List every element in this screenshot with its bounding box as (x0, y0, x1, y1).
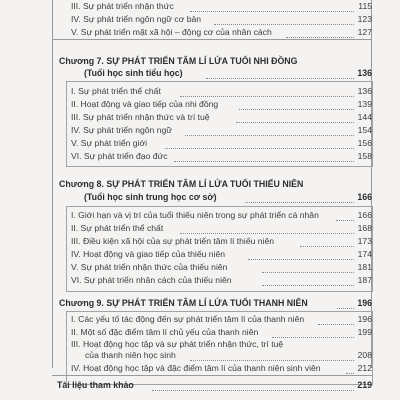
toc-entry-page: 181 (357, 262, 372, 272)
toc-entry[interactable] (0, 234, 400, 248)
toc-entry-label: VI. Sự phát triển nhân cách của thiếu niên (71, 275, 232, 285)
dot-leader (239, 97, 354, 110)
toc-entry-page: 144 (357, 112, 372, 122)
chapter-page: 166 (357, 192, 372, 202)
toc-entry-label: III. Hoạt động học tập và sự phát triển nhận thức, trí tuệ (71, 339, 284, 349)
section-divider (52, 39, 372, 40)
toc-entry-label: IV. Sự phát triển ngôn ngữ (71, 125, 173, 135)
toc-entry-label: I. Giới hạn và vị trí của tuổi thiếu niên trong sự phát triển cá nhân (71, 210, 319, 220)
dot-leader (286, 25, 354, 38)
toc-entry-page: 173 (357, 236, 372, 246)
toc-entry-label: III. Sự phát triển nhận thức (71, 1, 174, 11)
dot-leader (236, 110, 354, 123)
toc-entry[interactable] (0, 123, 400, 137)
chapter-heading[interactable] (0, 296, 400, 310)
toc-entry[interactable] (0, 361, 400, 375)
toc-entry[interactable] (0, 312, 400, 326)
chapter-page: 196 (357, 298, 372, 308)
toc-entry[interactable] (0, 221, 400, 235)
toc-entry-label: V. Sự phát triển giới (71, 138, 148, 148)
dot-leader (180, 221, 354, 234)
chapter-title: Chương 7. SỰ PHÁT TRIỂN TÂM LÍ LỨA TUỔI NHI ĐỒNG (59, 56, 298, 66)
toc-entry-label: VI. Sự phát triển đạo đức (71, 151, 168, 161)
toc-entry[interactable] (0, 25, 400, 39)
toc-entry-page: 168 (357, 223, 372, 233)
chapter-title: Chương 9. SỰ PHÁT TRIỂN TÂM LÍ LỨA TUỔI THANH NIÊN (59, 298, 308, 308)
toc-entry[interactable] (0, 273, 400, 287)
toc-entry-page: 139 (357, 99, 372, 109)
toc-entry-page: 166 (357, 210, 372, 220)
toc-entry-page: 154 (357, 125, 372, 135)
toc-entry-label: IV. Hoạt động và giao tiếp của thiếu niên (71, 249, 226, 259)
references-page: 219 (357, 380, 372, 390)
dot-leader (190, 0, 354, 12)
toc-entry-page: 212 (357, 363, 372, 373)
dot-leader (318, 312, 354, 325)
toc-entry-label-continued: của thanh niên học sinh (85, 350, 176, 360)
toc-entry-page: 136 (357, 86, 372, 96)
toc-entry-label: IV. Hoạt động học tập và đặc điểm tâm lí của thanh niên sinh viên (71, 363, 321, 373)
chapter-heading[interactable] (0, 177, 400, 191)
chapter-subtitle-row[interactable] (0, 66, 400, 80)
toc-entry-page: 196 (357, 314, 372, 324)
toc-entry-continued[interactable] (0, 348, 400, 362)
toc-entry[interactable] (0, 84, 400, 98)
toc-entry-label: II. Một số đặc điểm tâm lí chủ yếu của thanh niên (71, 327, 259, 337)
dot-leader (245, 190, 354, 203)
toc-entry[interactable] (0, 136, 400, 150)
toc-entry-page: 199 (357, 327, 372, 337)
toc-entry[interactable] (0, 97, 400, 111)
references-entry[interactable] (0, 378, 400, 392)
toc-entry-label: V. Sự phát triển mặt xã hội – động cơ của nhân cách (71, 27, 272, 37)
references-label: Tài liệu tham khảo (57, 380, 134, 390)
dot-leader (180, 84, 354, 97)
toc-entry-page: 208 (357, 350, 372, 360)
toc-entry[interactable] (0, 260, 400, 274)
toc-entry-label: I. Các yếu tố tác động đến sự phát triển tâm lí của thanh niên (71, 314, 305, 324)
toc-entry-label: III. Sự phát triển nhận thức và trí tuệ (71, 112, 210, 122)
toc-entry-label: II. Hoạt động và giao tiếp của nhi đồng (71, 99, 219, 109)
dot-leader (206, 66, 354, 79)
chapter-page: 136 (357, 68, 372, 78)
toc-entry-page: 127 (357, 27, 372, 37)
toc-entry-label: II. Sự phát triển thể chất (71, 223, 164, 233)
dot-leader (346, 361, 354, 374)
toc-entry-label: III. Điều kiện xã hội của sự phát triển tâm lí thiếu niên (71, 236, 275, 246)
toc-entry-label: I. Sự phát triển thể chất (71, 86, 161, 96)
dot-leader (248, 247, 354, 260)
toc-entry-page: 187 (357, 275, 372, 285)
toc-entry[interactable] (0, 12, 400, 26)
chapter-subtitle-row[interactable] (0, 190, 400, 204)
dot-leader (185, 123, 354, 136)
toc-entry[interactable] (0, 208, 400, 222)
dot-leader (336, 208, 354, 221)
chapter-title: Chương 8. SỰ PHÁT TRIỂN TÂM LÍ LỨA TUỔI THIẾU NIÊN (59, 179, 304, 189)
toc-entry-page: 174 (357, 249, 372, 259)
dot-leader (174, 149, 354, 162)
dot-leader (300, 234, 354, 247)
dot-leader (165, 136, 354, 149)
dot-leader (190, 348, 354, 361)
dot-leader (262, 273, 354, 286)
toc-entry-page: 123 (357, 14, 372, 24)
dot-leader (152, 378, 354, 391)
toc-entry[interactable] (0, 110, 400, 124)
toc-entry[interactable] (0, 149, 400, 163)
chapter-subtitle: (Tuổi học sinh tiểu học) (84, 68, 183, 78)
toc-entry-page: 158 (357, 151, 372, 161)
toc-entry-label: V. Sự phát triển nhận thức của thiếu niên (71, 262, 228, 272)
toc-entry-page: 156 (357, 138, 372, 148)
toc-entry-page: 115 (358, 1, 372, 11)
section-divider (52, 375, 372, 376)
toc-entry-label: IV. Sự phát triển ngôn ngữ cơ bản (71, 14, 202, 24)
toc-entry[interactable] (0, 247, 400, 261)
dot-leader (262, 260, 354, 273)
dot-leader (214, 12, 354, 25)
dot-leader (337, 296, 354, 309)
chapter-subtitle: (Tuổi học sinh trung học cơ sở) (84, 192, 217, 202)
